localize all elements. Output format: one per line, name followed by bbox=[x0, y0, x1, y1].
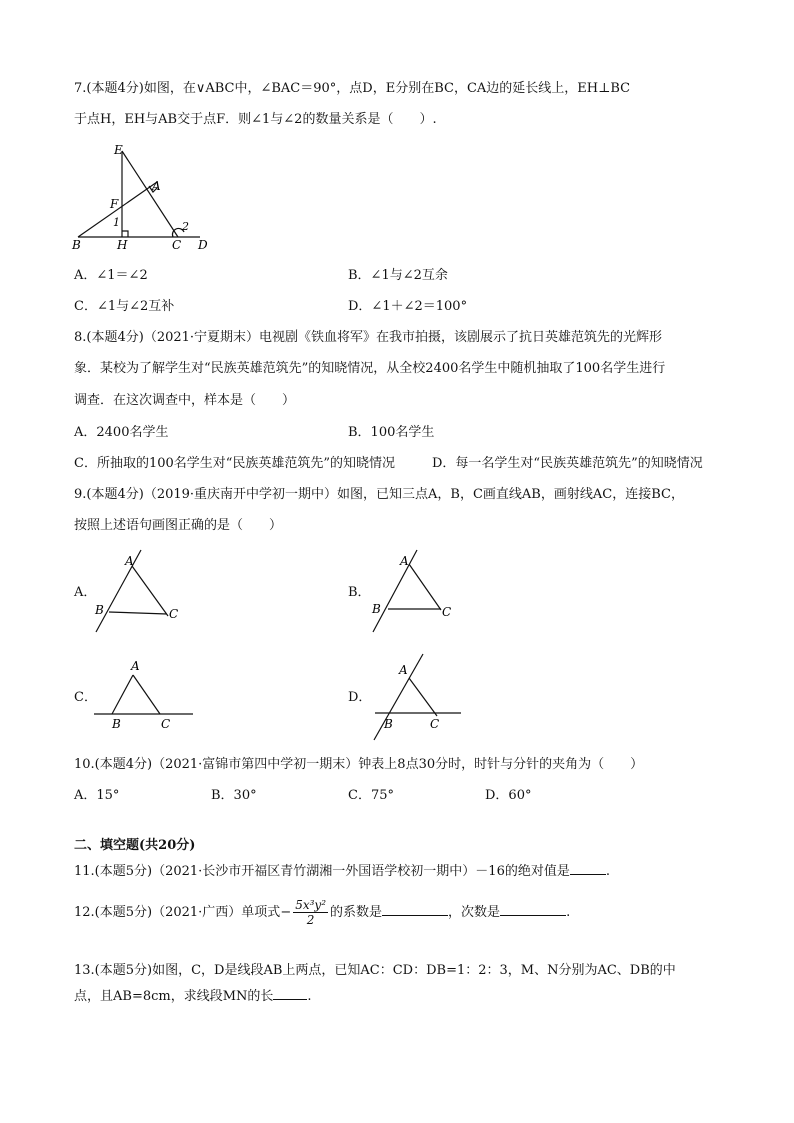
q9a-label-a: A bbox=[125, 554, 134, 568]
q7-option-d: D．∠1＋∠2＝100° bbox=[348, 299, 468, 314]
q11-answer-blank[interactable] bbox=[570, 861, 606, 875]
q9d-label-a: A bbox=[399, 663, 408, 677]
q8-option-c: C．所抽取的100名学生对“民族英雄范筑先”的知晓情况 bbox=[74, 456, 396, 471]
q12-numerator: 5x³y² bbox=[295, 898, 327, 912]
section-fill-in-title: 二、填空题(共20分) bbox=[74, 838, 196, 853]
q13-stem-line2 bbox=[74, 986, 312, 1006]
q9c-label-a: A bbox=[131, 659, 140, 673]
q12-mid1: 的系数是 bbox=[330, 905, 383, 920]
q12-coefficient-blank[interactable] bbox=[382, 902, 448, 916]
q12-minus: − bbox=[280, 905, 292, 920]
q9a-label-b: B bbox=[95, 603, 104, 617]
q9-option-c-figure bbox=[90, 655, 200, 735]
q11-end: . bbox=[605, 864, 610, 879]
q9-option-d-letter: D． bbox=[348, 690, 372, 705]
q12-denominator: 2 bbox=[306, 913, 315, 927]
q8-option-d: D．每一名学生对“民族英雄范筑先”的知晓情况 bbox=[432, 456, 703, 471]
q9c-label-b: B bbox=[112, 717, 121, 731]
q12-mid2: ，次数是 bbox=[448, 905, 501, 920]
q8-option-b: B．100名学生 bbox=[348, 425, 435, 440]
q9-option-a-figure bbox=[90, 548, 190, 638]
q9a-label-c: C bbox=[169, 607, 179, 621]
q7-stem-line2: 于点H，EH与AB交于点F．则∠1与∠2的数量关系是（ ）. bbox=[74, 112, 437, 127]
q9b-label-a: A bbox=[400, 554, 409, 568]
q9-option-d-figure bbox=[366, 650, 476, 745]
q7-label-angle2: 2 bbox=[182, 220, 189, 233]
q9b-label-b: B bbox=[372, 602, 381, 616]
q10-option-d: D．60° bbox=[485, 788, 532, 803]
q7-label-a: A bbox=[152, 179, 161, 193]
q9b-label-c: C bbox=[442, 605, 452, 619]
q12-fraction bbox=[293, 898, 328, 927]
q11-stem bbox=[74, 861, 610, 881]
q8-stem-line3: 调查．在这次调查中，样本是（ ） bbox=[74, 393, 296, 408]
q7-option-a: A．∠1＝∠2 bbox=[74, 268, 148, 283]
q9-option-b-letter: B． bbox=[348, 585, 371, 600]
q9-option-c-letter: C． bbox=[74, 690, 97, 705]
q12-prefix: 12.(本题5分)（2021·广西）单项式 bbox=[74, 905, 281, 920]
q7-label-b: B bbox=[72, 238, 81, 252]
q13-answer-blank[interactable] bbox=[273, 986, 307, 1000]
q12-end: . bbox=[566, 905, 571, 920]
q8-stem-line2: 象．某校为了解学生对“民族英雄范筑先”的知晓情况，从全校2400名学生中随机抽取了100名学生进行 bbox=[74, 361, 666, 376]
q12-stem bbox=[74, 896, 570, 930]
q7-option-b: B．∠1与∠2互余 bbox=[348, 268, 448, 283]
q9d-label-c: C bbox=[430, 717, 440, 731]
q7-label-e: E bbox=[114, 143, 123, 157]
q8-option-a: A．2400名学生 bbox=[74, 425, 169, 440]
q10-option-a: A．15° bbox=[74, 788, 120, 803]
q12-degree-blank[interactable] bbox=[500, 902, 566, 916]
q8-stem-line1: 8.(本题4分)（2021·宁夏期末）电视剧《铁血将军》在我市拍摄，该剧展示了抗日英雄范筑先的光辉形 bbox=[74, 330, 663, 345]
q9-stem-line2: 按照上述语句画图正确的是（ ） bbox=[74, 518, 283, 533]
q9-stem-line1: 9.(本题4分)（2019·重庆南开中学初一期中）如图，已知三点A，B，C画直线AB，画射线AC，连接BC， bbox=[74, 487, 684, 502]
q7-label-angle1: 1 bbox=[113, 216, 120, 229]
q9-option-b-figure bbox=[365, 548, 465, 638]
q7-label-f: F bbox=[110, 197, 119, 211]
q7-label-d: D bbox=[198, 238, 208, 252]
q7-figure bbox=[70, 140, 220, 255]
q9c-label-c: C bbox=[161, 717, 171, 731]
q13-text: 点，且AB=8cm，求线段MN的长 bbox=[74, 989, 274, 1004]
q13-end: . bbox=[307, 989, 312, 1004]
q7-stem-line1: 7.(本题4分)如图，在∨ABC中，∠BAC＝90°，点D，E分别在BC，CA边的延长线上，EH⊥BC bbox=[74, 81, 631, 96]
q11-text: 11.(本题5分)（2021·长沙市开福区青竹湖湘一外国语学校初一期中）－16的绝对值是 bbox=[74, 864, 570, 879]
q7-option-c: C．∠1与∠2互补 bbox=[74, 299, 175, 314]
q9d-label-b: B bbox=[384, 717, 393, 731]
q9-option-a-letter: A． bbox=[74, 585, 97, 600]
q10-option-c: C．75° bbox=[348, 788, 394, 803]
q7-label-c: C bbox=[172, 238, 182, 252]
q10-option-b: B．30° bbox=[211, 788, 257, 803]
q13-stem-line1: 13.(本题5分)如图，C，D是线段AB上两点，已知AC：CD：DB=1：2：3，M、N分别为AC、DB的中 bbox=[74, 963, 676, 978]
q10-stem: 10.(本题4分)（2021·富锦市第四中学初一期末）钟表上8点30分时，时针与分针的夹角为（ ） bbox=[74, 757, 644, 772]
q7-label-h: H bbox=[117, 238, 128, 252]
